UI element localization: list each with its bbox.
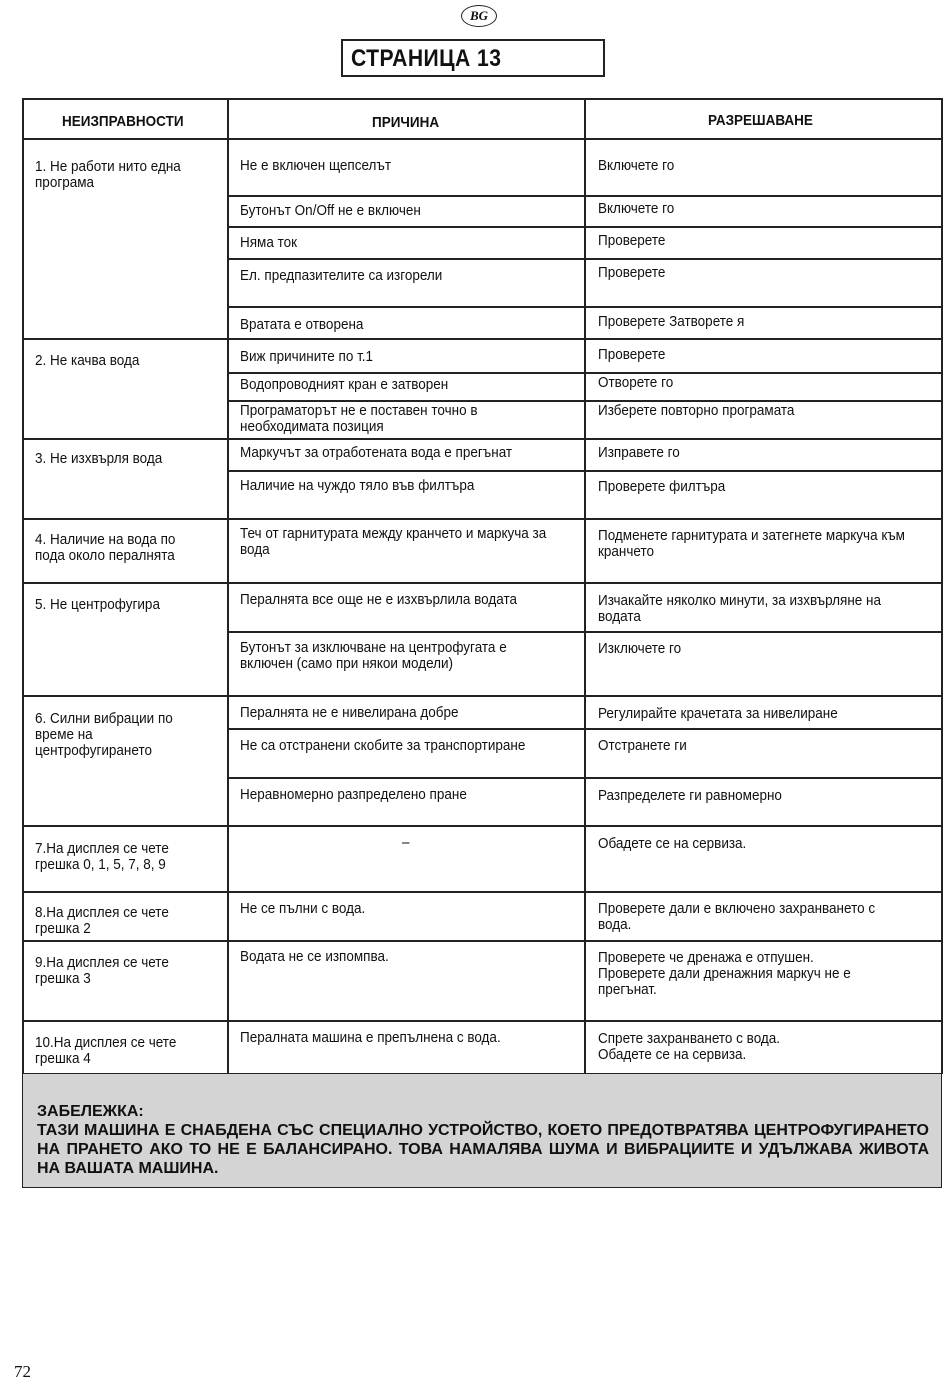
note-box [22,1073,942,1188]
cause-3-1: Маркучът за отработената вода е прегънат [240,444,513,461]
cause-5-1: Пералнята все още не е изхвърлила водата [240,591,517,608]
solution-1-1: Включете го [598,157,675,174]
solution-1-4: Проверете [598,264,666,281]
fault-4: 4. Наличие на вода по пода около пералнята [35,531,176,564]
row-separator [22,438,942,440]
solution-7-1: Обадете се на сервиза. [598,835,747,852]
solution-1-3: Проверете [598,232,666,249]
column-divider-2 [584,98,586,1074]
cause-6-3: Неравномерно разпределено пране [240,786,467,803]
page-title: СТРАНИЦА 13 [351,45,502,72]
row-separator [22,825,942,827]
cause-1-5: Вратата е отворена [240,316,364,333]
solution-5-1: Изчакайте няколко минути, за изхвърляне на водата [598,592,882,625]
fault-10: 10.На дисплея се чете грешка 4 [35,1034,177,1067]
solution-6-3: Разпределете ги равномерно [598,787,782,804]
solution-4-1: Подменете гарнитурата и затегнете маркуча към кранчето [598,527,905,560]
row-line [227,631,942,633]
fault-6: 6. Силни вибрации по време на центрофугирането [35,710,173,759]
cause-2-1: Виж причините по т.1 [240,348,374,365]
row-line [227,195,942,197]
solution-9-1: Проверете че дренажа е отпушен. Проверете дали дренажния маркуч не е прегънат. [598,949,851,998]
row-separator [22,518,942,520]
solution-1-2: Включете го [598,200,675,217]
cause-6-1: Пералнята не е нивелирана добре [240,704,459,721]
cause-1-3: Няма ток [240,234,298,251]
solution-8-1: Проверете дали е включено захранването с вода. [598,900,876,933]
row-line [227,470,942,472]
fault-1: 1. Не работи нито една програма [35,158,181,191]
fault-5: 5. Не центрофугира [35,596,160,613]
header-solution: РАЗРЕШАВАНЕ [708,112,813,129]
solution-3-2: Проверете филтъра [598,478,726,495]
note-title: ЗАБЕЛЕЖКА: [37,1103,144,1120]
row-line [227,777,942,779]
row-line [227,372,942,374]
cause-1-4: Ел. предпазителите са изгорели [240,267,443,284]
header-faults: НЕИЗПРАВНОСТИ [62,113,184,130]
table-border-top [22,98,942,100]
note-text: ТАЗИ МАШИНА Е СНАБДЕНА СЪС СПЕЦИАЛНО УСТРОЙСТВО, КОЕТО ПРЕДОТВРАТЯВА ЦЕНТРОФУГИРАНЕТО НА ПРАНЕТО АКО ТО НЕ Е БАЛАНСИРАНО. ТОВА НАМАЛЯВА ШУМА И ВИБРАЦИИТЕ И УДЪЛЖАВА ЖИВОТА НА ВАШАТА МАШИНА. [37,1122,929,1177]
row-separator [22,338,942,340]
page-number: 72 [14,1362,31,1381]
solution-10-1: Спрете захранването с вода. Обадете се на сервиза. [598,1030,781,1063]
fault-3: 3. Не изхвърля вода [35,450,163,467]
fault-2: 2. Не качва вода [35,352,140,369]
header-cause: ПРИЧИНА [372,114,440,131]
cause-8-1: Не се пълни с вода. [240,900,366,917]
row-separator [22,940,942,942]
fault-7: 7.На дисплея се чете грешка 0, 1, 5, 7, 8, 9 [35,840,169,873]
row-line [227,258,942,260]
cause-7-1: – [402,834,410,851]
row-line [227,306,942,308]
cause-9-1: Водата не се изпомпва. [240,948,389,965]
cause-2-2: Водопроводният кран е затворен [240,376,449,393]
row-separator [22,891,942,893]
solution-6-2: Отстранете ги [598,737,687,754]
row-separator [22,1020,942,1022]
cause-10-1: Пералната машина е препълнена с вода. [240,1029,501,1046]
solution-5-2: Изключете го [598,640,682,657]
cause-1-1: Не е включен щепселът [240,157,392,174]
row-separator [22,582,942,584]
language-badge: BG [461,5,497,27]
table-border-right [941,98,943,1074]
row-separator [22,695,942,697]
solution-2-2: Отворете го [598,374,674,391]
solution-6-1: Регулирайте крачетата за нивелиране [598,705,838,722]
solution-2-3: Изберете повторно програмата [598,402,795,419]
cause-4-1: Теч от гарнитурата между кранчето и маркуча за вода [240,525,547,558]
solution-2-1: Проверете [598,346,666,363]
cause-1-2: Бутонът On/Off не е включен [240,202,421,219]
cause-6-2: Не са отстранени скобите за транспортиране [240,737,526,754]
fault-8: 8.На дисплея се чете грешка 2 [35,904,169,937]
solution-3-1: Изправете го [598,444,680,461]
row-line [227,728,942,730]
cause-2-3: Програматорът не е поставен точно в необходимата позиция [240,402,478,435]
column-divider-1 [227,98,229,1074]
fault-9: 9.На дисплея се чете грешка 3 [35,954,169,987]
row-line [227,226,942,228]
cause-5-2: Бутонът за изключване на центрофугата е включен (само при някои модели) [240,639,507,672]
cause-3-2: Наличие на чуждо тяло във филтъра [240,477,475,494]
solution-1-5: Проверете Затворете я [598,313,745,330]
table-border-left [22,98,24,1074]
page-title-box [341,39,605,77]
header-divider [22,138,942,140]
